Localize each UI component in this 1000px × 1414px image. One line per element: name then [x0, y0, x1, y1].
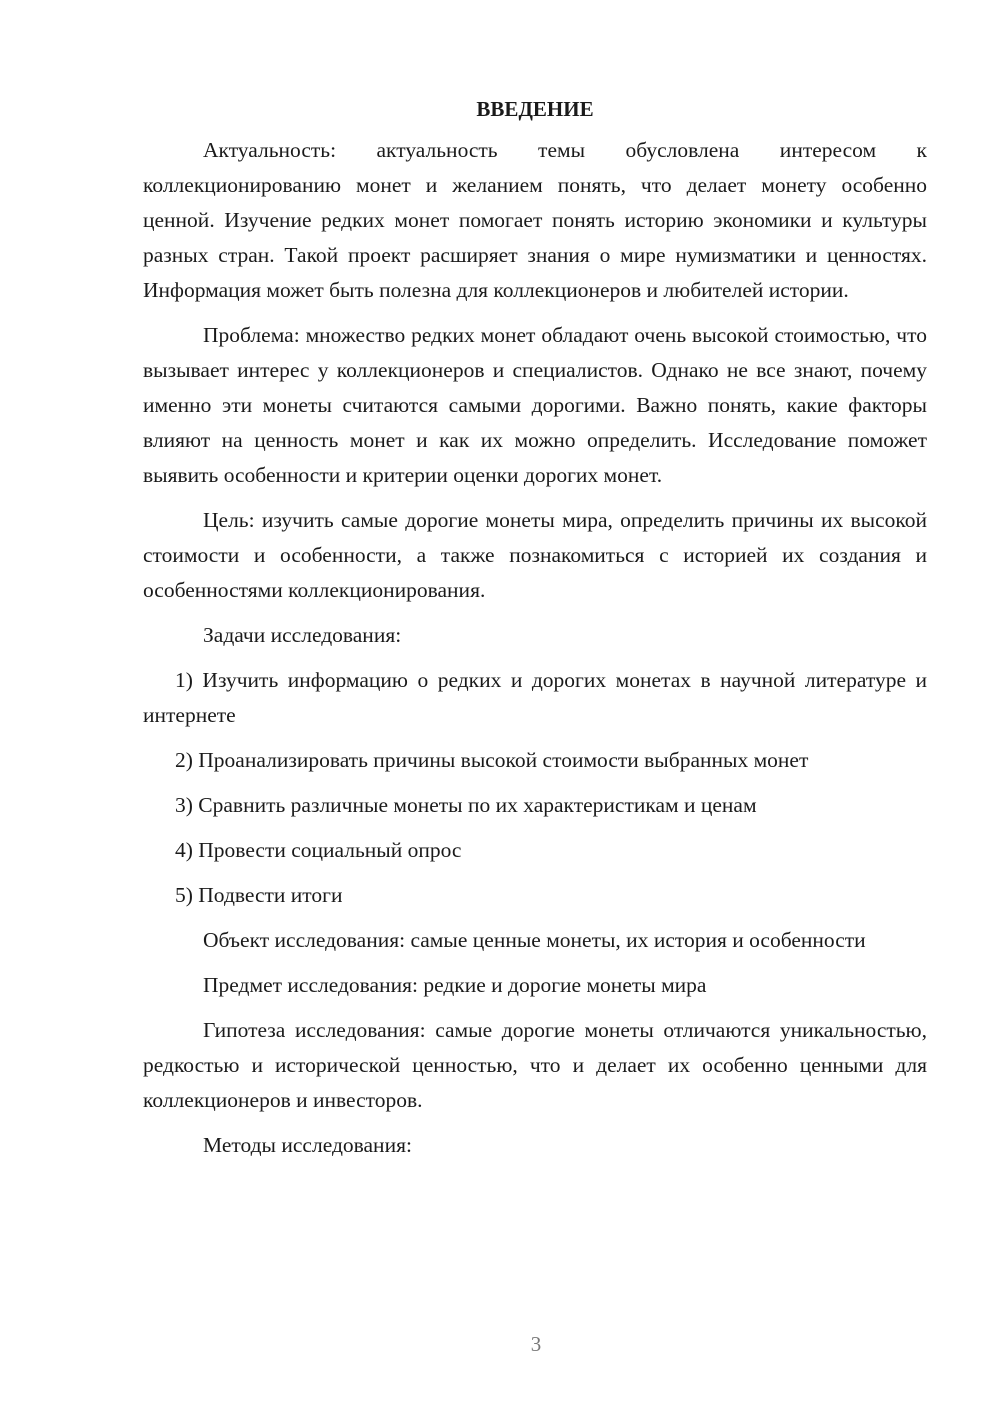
page-number: 3	[530, 1332, 542, 1356]
task-item-3: 3) Сравнить различные монеты по их характеристикам и ценам	[175, 793, 757, 817]
section-title: ВВЕДЕНИЕ	[476, 97, 594, 121]
task-item-2: 2) Проанализировать причины высокой стоимости выбранных монет	[175, 748, 809, 772]
paragraph-subject: Предмет исследования: редкие и дорогие монеты мира	[203, 973, 707, 997]
paragraph-hypothesis: Гипотеза исследования: самые дорогие монеты отличаются уникальностью, редкостью и исторической ценностью, что и делает их особенно ценными для коллекционеров и инвесторов.	[143, 1018, 927, 1112]
paragraph-object: Объект исследования: самые ценные монеты, их история и особенности	[203, 928, 866, 952]
task-item-1: 1) Изучить информацию о редких и дорогих монетах в научной литературе и интернете	[143, 668, 927, 727]
methods-heading: Методы исследования:	[203, 1133, 412, 1157]
task-item-4: 4) Провести социальный опрос	[175, 838, 462, 862]
paragraph-goal: Цель: изучить самые дорогие монеты мира, определить причины их высокой стоимости и особенности, а также познакомиться с историей их создания и особенностями коллекционирования.	[143, 508, 927, 602]
paragraph-relevance: Актуальность: актуальность темы обусловлена интересом к коллекционированию монет и желанием понять, что делает монету особенно ценной. Изучение редких монет помогает понять историю экономики и культуры разных стран. Такой проект расширяет знания о мире нумизматики и ценностях. Информация может быть полезна для коллекционеров и любителей истории.	[143, 138, 927, 302]
paragraph-problem: Проблема: множество редких монет обладают очень высокой стоимостью, что вызывает интерес у коллекционеров и специалистов. Однако не все знают, почему именно эти монеты считаются самыми дорогими. Важно понять, какие факторы влияют на ценность монет и как их можно определить. Исследование поможет выявить особенности и критерии оценки дорогих монет.	[143, 323, 927, 487]
tasks-heading: Задачи исследования:	[203, 623, 402, 647]
page-content	[143, 92, 927, 1173]
task-item-5: 5) Подвести итоги	[175, 883, 343, 907]
